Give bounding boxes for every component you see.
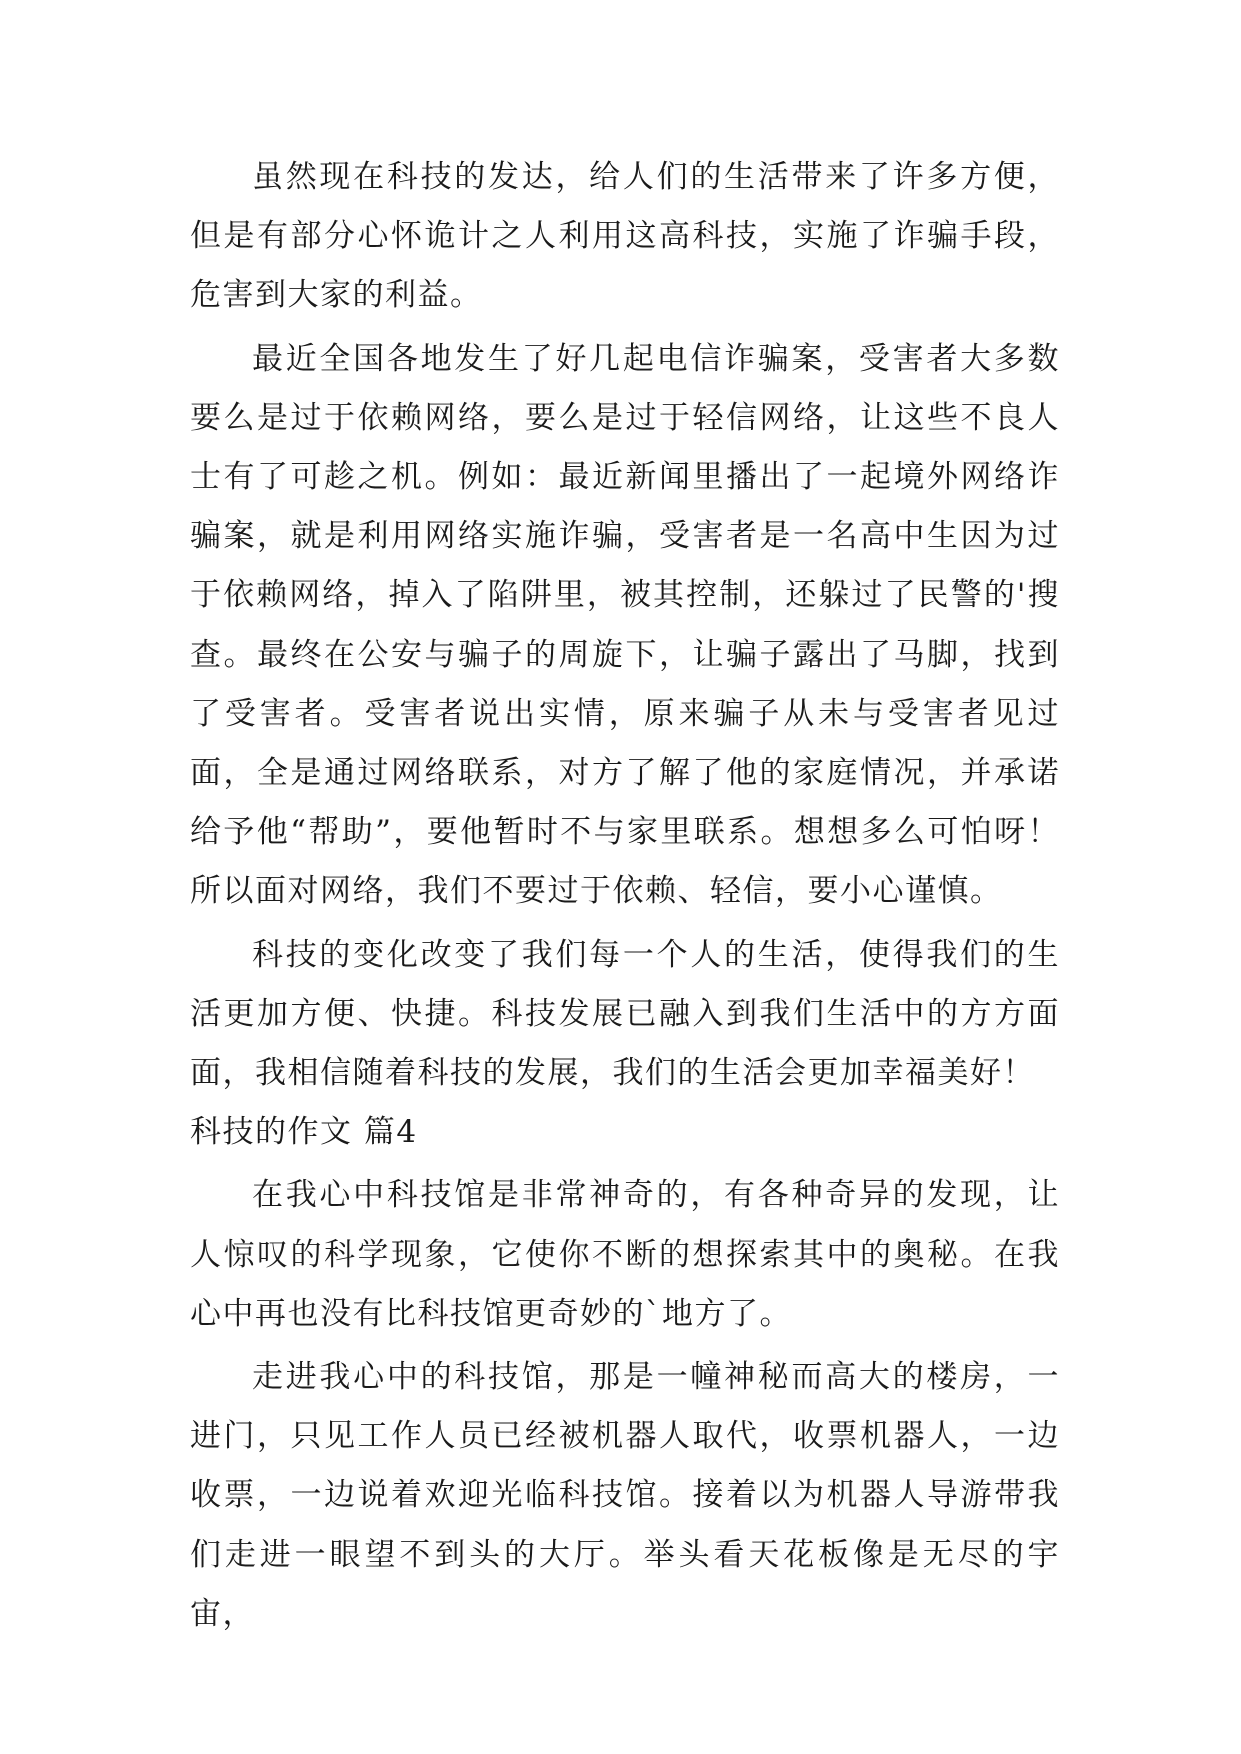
document-body bbox=[190, 148, 1060, 1644]
paragraph-1: 虽然现在科技的发达，给人们的生活带来了许多方便，但是有部分心怀诡计之人利用这高科技，实施了诈骗手段，危害到大家的利益。 bbox=[190, 159, 1060, 314]
paragraph-4: 在我心中科技馆是非常神奇的，有各种奇异的发现，让人惊叹的科学现象，它使你不断的想探索其中的奥秘。在我心中再也没有比科技馆更奇妙的`地方了。 bbox=[190, 1177, 1060, 1332]
paragraph-5: 走进我心中的科技馆，那是一幢神秘而高大的楼房，一进门，只见工作人员已经被机器人取代，收票机器人，一边收票，一边说着欢迎光临科技馆。接着以为机器人导游带我们走进一眼望不到头的大厅。举头看天花板像是无尽的宇宙， bbox=[190, 1359, 1060, 1632]
paragraph-2: 最近全国各地发生了好几起电信诈骗案，受害者大多数要么是过于依赖网络，要么是过于轻信网络，让这些不良人士有了可趁之机。例如：最近新闻里播出了一起境外网络诈骗案，就是利用网络实施诈骗，受害者是一名高中生因为过于依赖网络，掉入了陷阱里，被其控制，还躲过了民警的'搜查。最终在公安与骗子的周旋下，让骗子露出了马脚，找到了受害者。受害者说出实情，原来骗子从未与受害者见过面，全是通过网络联系，对方了解了他的家庭情况，并承诺给予他“帮助”，要他暂时不与家里联系。想想多么可怕呀！所以面对网络，我们不要过于依赖、轻信，要小心谨慎。 bbox=[190, 340, 1060, 910]
section-heading: 科技的作文 篇4 bbox=[190, 1114, 418, 1151]
paragraph-3: 科技的变化改变了我们每一个人的生活，使得我们的生活更加方便、快捷。科技发展已融入到我们生活中的方方面面，我相信随着科技的发展，我们的生活会更加幸福美好！ bbox=[190, 936, 1060, 1092]
